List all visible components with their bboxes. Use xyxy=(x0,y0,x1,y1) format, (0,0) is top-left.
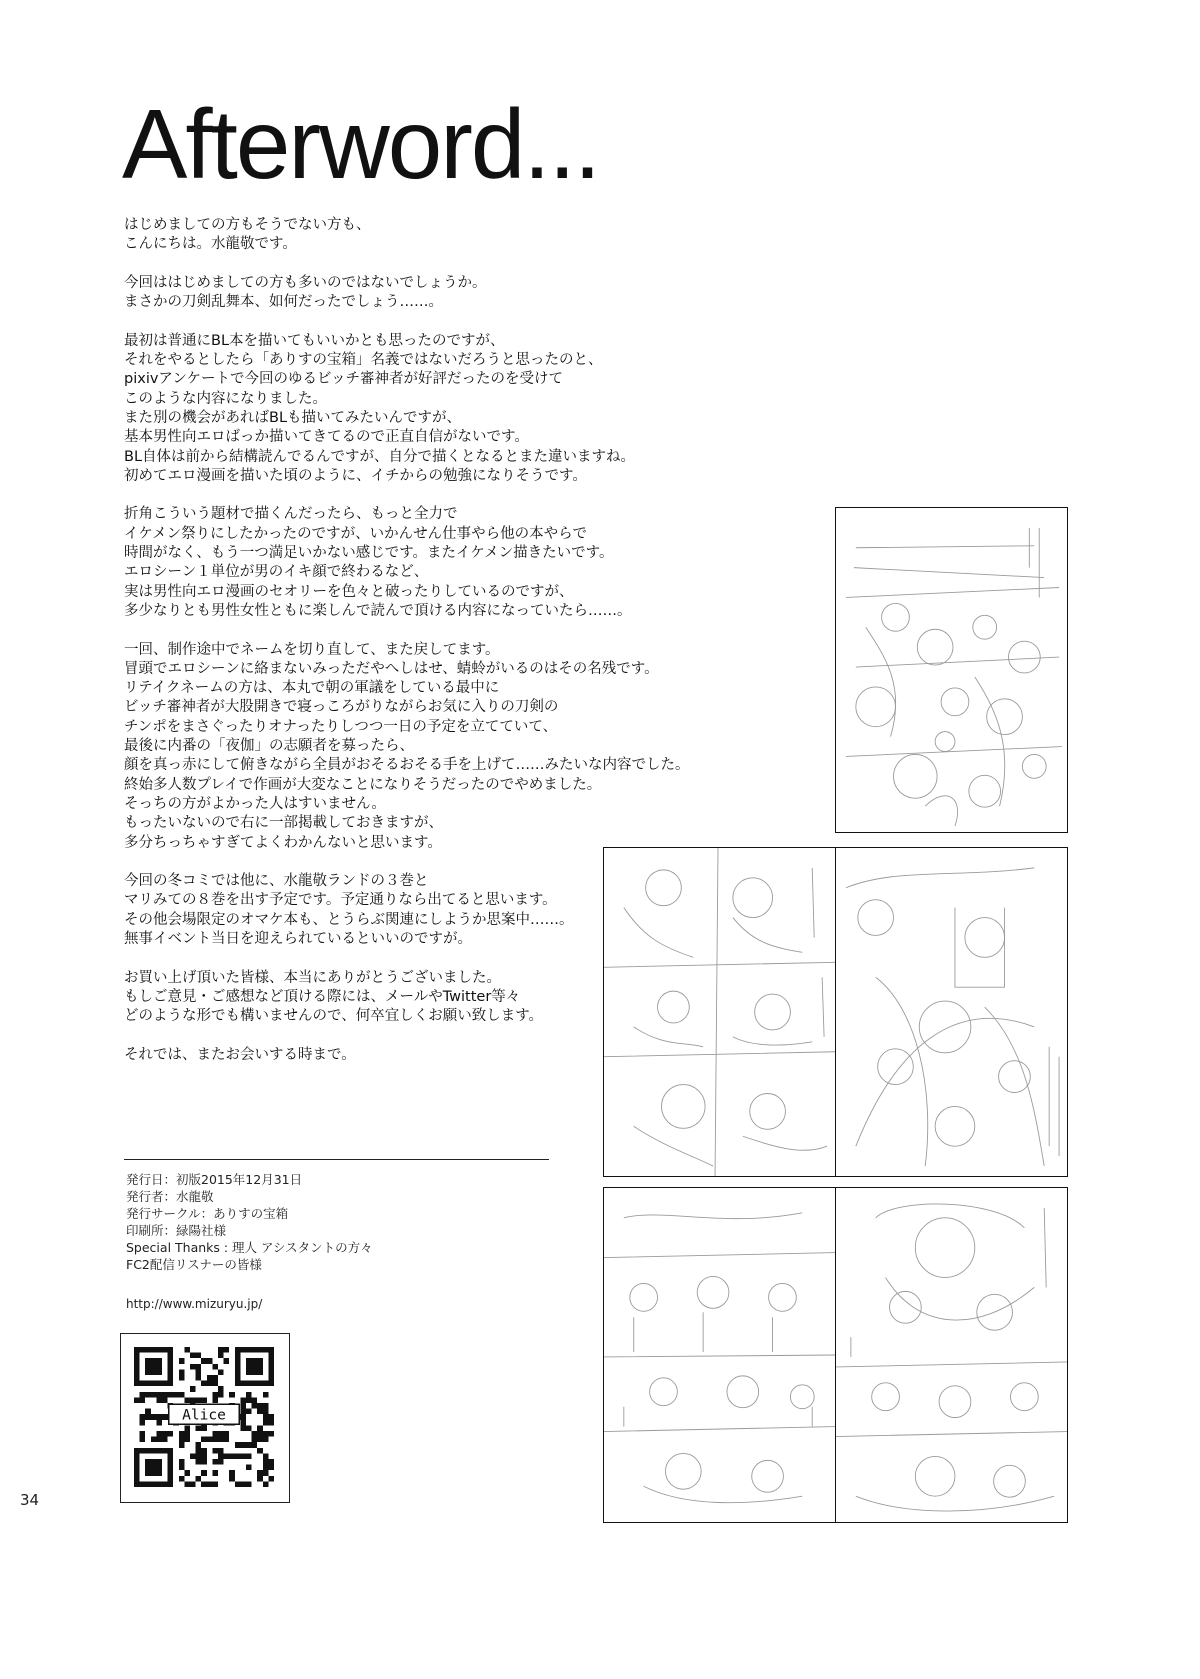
sketch-drawing xyxy=(836,1188,1067,1522)
colophon-special-thanks: Special Thanks : 理人 アシスタントの方々 xyxy=(126,1239,373,1255)
colophon xyxy=(126,1172,373,1273)
paragraph-line: 多少なりとも男性女性ともに楽しんで読んで頂ける内容になっていたら……。 xyxy=(124,602,632,619)
paragraph-line: チンポをまさぐったりオナったりしつつ一日の予定を立てていて、 xyxy=(124,718,558,735)
afterword-paragraph xyxy=(124,641,764,853)
paragraph-line: こんにちは。水龍敬です。 xyxy=(124,236,297,253)
colophon-circle: 発行サークル：ありすの宝箱 xyxy=(126,1205,289,1221)
afterword-title: Afterword... xyxy=(122,89,600,199)
divider xyxy=(124,1159,549,1160)
paragraph-line: 実は男性向エロ漫画のセオリーを色々と破ったりしているのですが、 xyxy=(124,583,574,600)
qr-label: Alice xyxy=(182,1406,226,1424)
colophon-printer: 印刷所：緑陽社様 xyxy=(126,1222,227,1238)
paragraph-line: 初めてエロ漫画を描いた頃のように、イチからの勉強になりそうです。 xyxy=(124,467,587,484)
afterword-paragraph xyxy=(124,216,764,255)
qr-code-pattern xyxy=(134,1347,274,1487)
paragraph-line: 冒頭でエロシーンに絡まないみっただやへしはせ、蜻蛉がいるのはその名残です。 xyxy=(124,660,659,677)
paragraph-line: 終始多人数プレイで作画が大変なことになりそうだったのでやめました。 xyxy=(124,776,602,793)
paragraph-line: 無事イベント当日を迎えられているといいのですが。 xyxy=(124,930,472,947)
qr-code[interactable] xyxy=(120,1333,290,1503)
paragraph-line: 一回、制作途中でネームを切り直して、また戻してます。 xyxy=(124,641,500,658)
paragraph-line: マリみての８巻を出す予定です。予定通りなら出てると思います。 xyxy=(124,892,557,909)
paragraph-line: もったいないので右に一部掲載しておきますが、 xyxy=(124,815,443,832)
paragraph-line: 基本男性向エロばっか描いてきてるので正直自信がないです。 xyxy=(124,429,529,446)
paragraph-line: 最後に内番の「夜伽」の志願者を募ったら、 xyxy=(124,738,414,755)
afterword-paragraph xyxy=(124,274,764,313)
paragraph-line: お買い上げ頂いた皆様、本当にありがとうございました。 xyxy=(124,969,501,986)
colophon-publish-date: 発行日：初版2015年12月31日 xyxy=(126,1172,303,1187)
paragraph-line: イケメン祭りにしたかったのですが、いかんせん仕事やら他の本やらで xyxy=(124,525,587,542)
sketch-drawing xyxy=(836,848,1067,1176)
paragraph-line: もしご意見・ご感想など頂ける際には、メールやTwitter等々 xyxy=(124,988,521,1005)
paragraph-line: その他会場限定のオマケ本も、とうらぶ関連にしようか思案中……。 xyxy=(124,911,574,928)
storyboard-panel-bottom-left xyxy=(603,1187,836,1523)
paragraph-line: 今回の冬コミでは他に、水龍敬ランドの３巻と xyxy=(124,873,429,890)
paragraph-line: どのような形でも構いませんので、何卒宜しくお願い致します。 xyxy=(124,1008,544,1025)
afterword-paragraph xyxy=(124,505,764,621)
colophon-thanks-listeners: FC2配信リスナーの皆様 xyxy=(126,1256,262,1272)
paragraph-line: 今回ははじめましての方も多いのではないでしょうか。 xyxy=(124,274,487,291)
sketch-drawing xyxy=(604,848,835,1176)
storyboard-panel-mid-left xyxy=(603,847,836,1177)
paragraph-line: 折角こういう題材で描くんだったら、もっと全力で xyxy=(124,506,458,523)
paragraph-line: BL自体は前から結構読んでるんですが、自分で描くとなるとまた違いますね。 xyxy=(124,448,636,465)
paragraph-line: このような内容になりました。 xyxy=(124,390,327,407)
website-url[interactable]: http://www.mizuryu.jp/ xyxy=(126,1297,263,1311)
sketch-drawing xyxy=(836,508,1067,832)
paragraph-line: それでは、またお会いする時まで。 xyxy=(124,1046,356,1063)
paragraph-line: まさかの刀剣乱舞本、如何だったでしょう……。 xyxy=(124,294,443,311)
paragraph-line: エロシーン１単位が男のイキ顔で終わるなど、 xyxy=(124,564,429,581)
storyboard-panel-bottom-right xyxy=(835,1187,1068,1523)
paragraph-line: ビッチ審神者が大股開きで寝っころがりながらお気に入りの刀剣の xyxy=(124,699,559,716)
paragraph-line: リテイクネームの方は、本丸で朝の軍議をしている最中に xyxy=(124,680,500,697)
paragraph-line: 最初は普通にBL本を描いてもいいかとも思ったのですが、 xyxy=(124,332,505,349)
paragraph-line: また別の機会があればBLも描いてみたいんですが、 xyxy=(124,409,462,426)
page-number: 34 xyxy=(20,1491,40,1509)
sketch-drawing xyxy=(604,1188,835,1522)
paragraph-line: そっちの方がよかった人はすいません。 xyxy=(124,795,386,812)
storyboard-panel-top xyxy=(835,507,1068,833)
paragraph-line: 顔を真っ赤にして俯きながら全員がおそるおそる手を上げて……みたいな内容でした。 xyxy=(124,757,690,774)
paragraph-line: はじめましての方もそうでない方も、 xyxy=(124,217,371,233)
storyboard-panel-mid-right xyxy=(835,847,1068,1177)
afterword-paragraph xyxy=(124,332,764,486)
paragraph-line: pixivアンケートで今回のゆるビッチ審神者が好評だったのを受けて xyxy=(124,371,563,388)
paragraph-line: 多分ちっちゃすぎてよくわかんないと思います。 xyxy=(124,834,442,851)
paragraph-line: 時間がなく、もう一つ満足いかない感じです。またイケメン描きたいです。 xyxy=(124,545,614,562)
colophon-publisher: 発行者：水龍敬 xyxy=(126,1188,214,1204)
paragraph-line: それをやるとしたら「ありすの宝箱」名義ではないだろうと思ったのと、 xyxy=(124,352,603,369)
